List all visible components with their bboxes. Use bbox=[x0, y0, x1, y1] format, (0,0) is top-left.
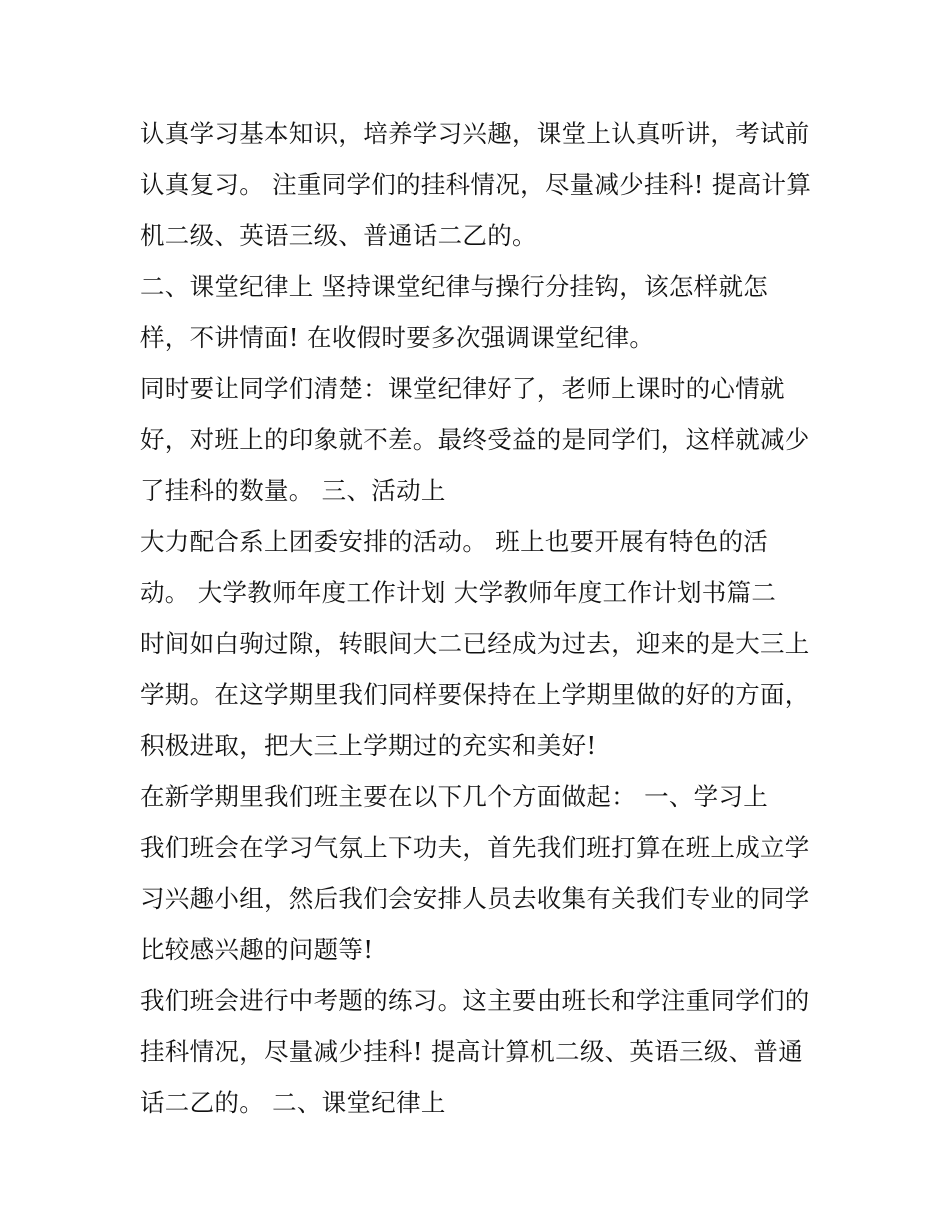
text-line: 同时要让同学们清楚：课堂纪律好了，老师上课时的心情就 bbox=[140, 374, 785, 403]
text-line: 大力配合系上团委安排的活动。 班上也要开展有特色的活 bbox=[140, 527, 769, 556]
document-body bbox=[140, 108, 840, 1128]
text-line: 在新学期里我们班主要在以下几个方面做起： 一、学习上 bbox=[140, 782, 769, 811]
text-line: 我们班会在学习气氛上下功夫，首先我们班打算在班上成立学 bbox=[140, 833, 810, 862]
text-line: 认真学习基本知识，培养学习兴趣，课堂上认真听讲，考试前 bbox=[140, 119, 810, 148]
text-line: 认真复习。 注重同学们的挂科情况，尽量减少挂科! 提高计算 bbox=[140, 170, 812, 199]
text-line: 积极进取，把大三上学期过的充实和美好! bbox=[140, 731, 597, 760]
text-line: 好，对班上的印象就不差。最终受益的是同学们，这样就减少 bbox=[140, 425, 810, 454]
text-line: 时间如白驹过隙，转眼间大二已经成为过去，迎来的是大三上 bbox=[140, 629, 810, 658]
text-line: 动。 大学教师年度工作计划 大学教师年度工作计划书篇二 bbox=[140, 578, 777, 607]
text-line: 样，不讲情面! 在收假时要多次强调课堂纪律。 bbox=[140, 323, 655, 352]
text-line: 学期。在这学期里我们同样要保持在上学期里做的好的方面， bbox=[140, 680, 810, 709]
text-line: 了挂科的数量。 三、活动上 bbox=[140, 476, 446, 505]
text-line: 习兴趣小组，然后我们会安排人员去收集有关我们专业的同学 bbox=[140, 884, 810, 913]
text-line: 比较感兴趣的问题等! bbox=[140, 935, 374, 964]
text-line: 话二乙的。 二、课堂纪律上 bbox=[140, 1088, 446, 1117]
text-line: 二、课堂纪律上 坚持课堂纪律与操行分挂钩，该怎样就怎 bbox=[140, 272, 769, 301]
text-line: 机二级、英语三级、普通话二乙的。 bbox=[140, 221, 537, 250]
text-line: 我们班会进行中考题的练习。这主要由班长和学注重同学们的 bbox=[140, 986, 810, 1015]
text-line: 挂科情况，尽量减少挂科! 提高计算机二级、英语三级、普通 bbox=[140, 1037, 804, 1066]
